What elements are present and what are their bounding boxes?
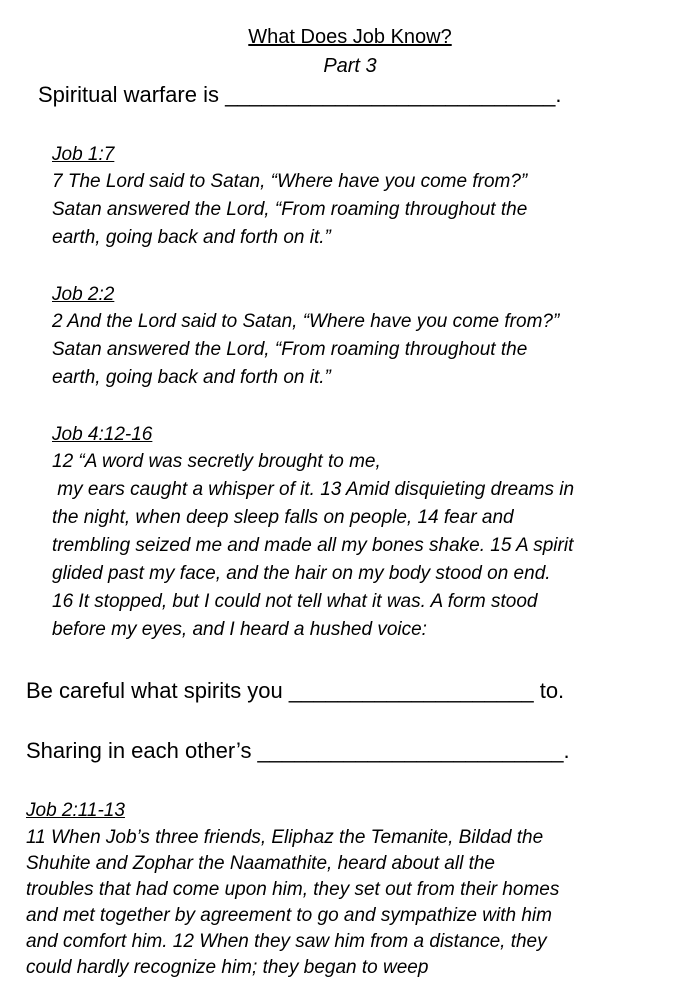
passage-text (52, 308, 559, 392)
passage-line: my ears caught a whisper of it. 13 Amid disquieting dreams in (52, 479, 575, 500)
passage-text (52, 168, 527, 252)
passage-line: Satan answered the Lord, “From roaming throughout the (52, 199, 528, 220)
passage-line: and comfort him. 12 When they saw him from a distance, they (26, 931, 547, 952)
passage-text (26, 825, 559, 981)
prompt-sharing: Sharing in each other’s _________________________. (26, 738, 570, 763)
passage-line: Shuhite and Zophar the Naamathite, heard about all the (26, 853, 495, 874)
passage-reference: Job 4:12-16 (52, 424, 153, 445)
passage-text (52, 448, 574, 644)
passage-reference: Job 2:2 (52, 284, 115, 305)
document-title: What Does Job Know? (248, 26, 452, 48)
passage-line: trembling seized me and made all my bones shake. 15 A spirit (52, 535, 574, 556)
passage-line: and met together by agreement to go and sympathize with him (26, 905, 552, 926)
passage-line: the night, when deep sleep falls on people, 14 fear and (52, 507, 514, 528)
prompt-spiritual-warfare: Spiritual warfare is ___________________________. (38, 82, 562, 107)
document-subtitle: Part 3 (323, 55, 377, 77)
passage-line: 2 And the Lord said to Satan, “Where have you come from?” (52, 311, 560, 332)
passage-reference: Job 2:11-13 (26, 800, 125, 821)
passage-line: earth, going back and forth on it.” (52, 367, 331, 388)
passage-line: could hardly recognize him; they began to weep (26, 957, 429, 978)
passage-reference: Job 1:7 (52, 144, 115, 165)
passage-line: earth, going back and forth on it.” (52, 227, 331, 248)
passage-line: before my eyes, and I heard a hushed voice: (52, 619, 427, 640)
passage-line: glided past my face, and the hair on my body stood on end. (52, 563, 551, 584)
passage-line: troubles that had come upon him, they set out from their homes (26, 879, 560, 900)
passage-line: 11 When Job’s three friends, Eliphaz the Temanite, Bildad the (26, 827, 544, 848)
passage-line: 7 The Lord said to Satan, “Where have you come from?” (52, 171, 528, 192)
prompt-careful-spirits: Be careful what spirits you ____________________ to. (26, 678, 565, 703)
passage-line: Satan answered the Lord, “From roaming throughout the (52, 339, 528, 360)
passage-line: 12 “A word was secretly brought to me, (52, 451, 381, 472)
passage-line: 16 It stopped, but I could not tell what it was. A form stood (52, 591, 538, 612)
